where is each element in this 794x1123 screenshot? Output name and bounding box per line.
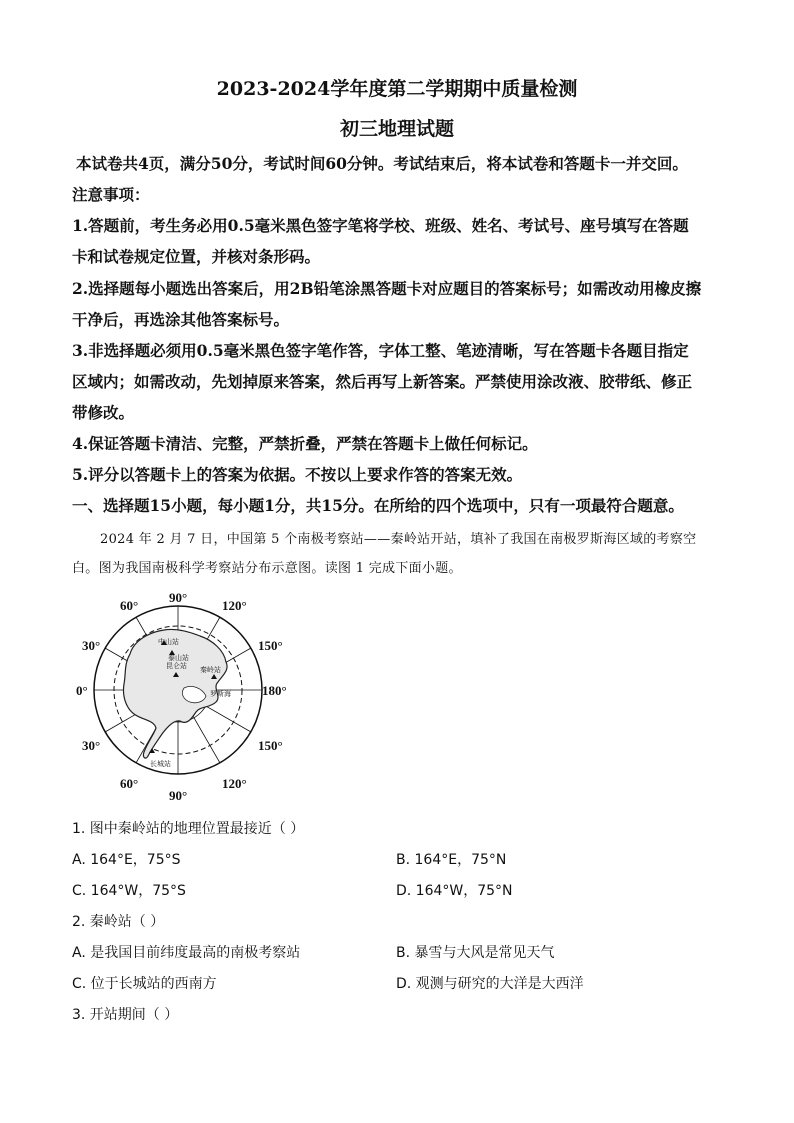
question-option: C. 位于长城站的西南方: [72, 976, 217, 992]
sea-label: 罗斯海: [210, 690, 231, 698]
question-option: B. 暴雪与大风是常见天气: [396, 945, 555, 961]
degree-label: 90°: [169, 590, 188, 605]
notice-line: 干净后，再选涂其他答案标号。: [72, 310, 290, 329]
notice-line: 2.选择题每小题选出答案后，用2B铅笔涂黑答题卡对应题目的答案标号；如需改动用橡皮擦: [72, 279, 702, 298]
degree-label: 30°: [82, 738, 101, 753]
question-option: A. 164°E，75°S: [72, 852, 181, 868]
question-option: D. 观测与研究的大洋是大西洋: [396, 976, 584, 992]
notice-line: 1.答题前，考生务必用0.5毫米黑色签字笔将学校、班级、姓名、考试号、座号填写在答题: [72, 216, 689, 235]
degree-label: 120°: [222, 776, 247, 791]
question-option: A. 是我国目前纬度最高的南极考察站: [72, 945, 301, 961]
station-label: 泰山站: [168, 654, 189, 662]
notice-line: 带修改。: [72, 403, 135, 422]
notice-heading: 注意事项：: [72, 185, 150, 204]
notice-line: 区域内；如需改动，先划掉原来答案，然后再写上新答案。严禁使用涂改液、胶带纸、修正: [72, 372, 693, 391]
exam-title: 2023-2024学年度第二学期期中质量检测: [216, 78, 578, 100]
degree-label: 90°: [169, 788, 188, 803]
exam-subtitle: 初三地理试题: [339, 118, 454, 140]
notice-line: 卡和试卷规定位置，并核对条形码。: [72, 247, 321, 266]
section-heading: 一、选择题15小题，每小题1分，共15分。在所给的四个选项中，只有一项最符合题意。: [72, 496, 684, 515]
degree-label: 30°: [82, 638, 101, 653]
degree-label: 150°: [258, 638, 283, 653]
degree-label: 150°: [258, 738, 283, 753]
question-stem: 2. 秦岭站（ ）: [72, 914, 165, 930]
station-label: 中山站: [158, 638, 179, 646]
station-label: 昆仑站: [166, 662, 187, 670]
antarctic-station-map: [72, 588, 290, 806]
map-graphic: [72, 588, 290, 806]
passage-line: 白。图为我国南极科学考察站分布示意图。读图 1 完成下面小题。: [72, 561, 462, 576]
notice-line: 5.评分以答题卡上的答案为依据。不按以上要求作答的答案无效。: [72, 465, 523, 484]
passage-line: 2024 年 2 月 7 日，中国第 5 个南极考察站——秦岭站开站，填补了我国在南极罗斯海区域的考察空: [100, 532, 697, 547]
degree-label: 60°: [120, 776, 139, 791]
degree-label: 120°: [222, 598, 247, 613]
notice-line: 3.非选择题必须用0.5毫米黑色签字笔作答，字体工整、笔迹清晰，写在答题卡各题目指定: [72, 341, 689, 360]
question-stem: 1. 图中秦岭站的地理位置最接近（ ）: [72, 821, 305, 837]
station-label: 秦岭站: [200, 666, 221, 674]
question-option: C. 164°W，75°S: [72, 883, 186, 899]
degree-label: 60°: [120, 598, 139, 613]
degree-label: 0°: [76, 683, 88, 698]
question-option: D. 164°W，75°N: [396, 883, 513, 899]
question-option: B. 164°E，75°N: [396, 852, 507, 868]
station-label: 长城站: [150, 760, 171, 768]
intro-text: 本试卷共4页，满分50分，考试时间60分钟。考试结束后，将本试卷和答题卡一并交回。: [76, 154, 688, 173]
question-stem: 3. 开站期间（ ）: [72, 1007, 179, 1023]
degree-label: 180°: [262, 683, 287, 698]
notice-line: 4.保证答题卡清洁、完整，严禁折叠，严禁在答题卡上做任何标记。: [72, 434, 538, 453]
